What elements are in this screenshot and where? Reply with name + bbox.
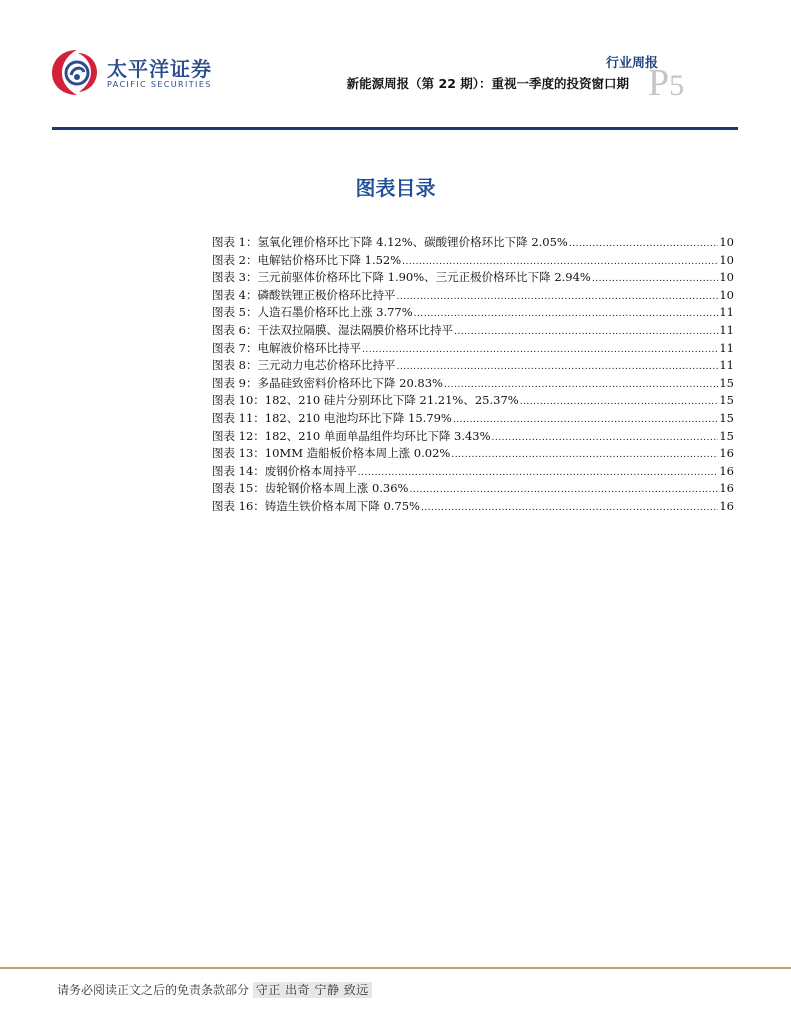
toc-item-label: 图表 15：齿轮钢价格本周上涨 0.36% xyxy=(212,481,409,496)
toc-dot-leader xyxy=(454,327,718,337)
toc-dot-leader xyxy=(362,345,718,355)
footer-disclaimer: 请务必阅读正文之后的免责条款部分 xyxy=(57,983,250,997)
toc-item[interactable] xyxy=(212,234,734,252)
page-number: 5 xyxy=(669,69,685,102)
toc-item-page: 10 xyxy=(719,235,734,249)
footer-divider xyxy=(0,967,791,969)
toc-dot-leader xyxy=(453,415,719,425)
toc-item-page: 10 xyxy=(719,270,734,285)
toc-item-label: 图表 9：多晶硅致密料价格环比下降 20.83% xyxy=(212,375,443,390)
toc-item[interactable] xyxy=(212,375,734,393)
header-divider xyxy=(52,127,738,130)
toc-item-page: 16 xyxy=(719,463,734,478)
toc-dot-leader xyxy=(592,274,719,284)
toc-item-page: 10 xyxy=(719,287,734,302)
toc-item[interactable] xyxy=(212,252,734,270)
toc-item-label: 图表 14：废钢价格本周持平 xyxy=(212,463,357,478)
toc-item-page: 15 xyxy=(719,410,734,425)
report-type: 行业周报 xyxy=(605,56,658,71)
toc-item-page: 15 xyxy=(719,428,734,443)
toc-item-page: 16 xyxy=(719,446,734,461)
toc-item[interactable] xyxy=(212,269,734,287)
toc-item[interactable] xyxy=(212,410,734,428)
table-of-figures xyxy=(212,234,734,516)
toc-item-label: 图表 13：10MM 造船板价格本周上涨 0.02% xyxy=(212,446,451,461)
page-number-label xyxy=(648,64,684,102)
toc-dot-leader xyxy=(520,397,719,407)
toc-item-label: 图表 7：电解液价格环比持平 xyxy=(212,340,361,355)
page-prefix: P xyxy=(648,62,670,104)
toc-item[interactable] xyxy=(212,340,734,358)
toc-dot-leader xyxy=(409,485,718,495)
toc-item[interactable] xyxy=(212,392,734,410)
toc-item-label: 图表 6：干法双拉隔膜、湿法隔膜价格环比持平 xyxy=(212,322,453,337)
toc-item-page: 15 xyxy=(719,393,734,408)
toc-item-label: 图表 4：磷酸铁锂正极价格环比持平 xyxy=(212,287,396,302)
toc-dot-leader xyxy=(444,380,718,390)
toc-dot-leader xyxy=(451,450,718,460)
toc-item-page: 16 xyxy=(719,498,734,513)
toc-item[interactable] xyxy=(212,287,734,305)
toc-item-label: 图表 3：三元前驱体价格环比下降 1.90%、三元正极价格环比下降 2.94% xyxy=(212,270,591,285)
toc-item-label: 图表 10：182、210 硅片分别环比下降 21.21%、25.37% xyxy=(212,393,519,408)
toc-item[interactable] xyxy=(212,445,734,463)
toc-item-label: 图表 1：氢氧化锂价格环比下降 4.12%、碳酸锂价格环比下降 2.05% xyxy=(212,235,568,249)
toc-item-label: 图表 16：铸造生铁价格本周下降 0.75% xyxy=(212,498,420,513)
report-title: 新能源周报（第 22 期）：重视一季度的投资窗口期 xyxy=(346,76,629,91)
toc-item-page: 11 xyxy=(719,322,734,337)
toc-dot-leader xyxy=(414,309,719,319)
toc-item[interactable] xyxy=(212,498,734,516)
toc-item-label: 图表 2：电解钴价格环比下降 1.52% xyxy=(212,252,402,267)
toc-item[interactable] xyxy=(212,357,734,375)
toc-item-page: 10 xyxy=(719,252,734,267)
logo-chinese-name: 太平洋证券 xyxy=(107,57,212,81)
toc-item-page: 16 xyxy=(719,481,734,496)
toc-item-page: 11 xyxy=(719,340,734,355)
toc-item-page: 11 xyxy=(719,305,734,320)
toc-item-label: 图表 5：人造石墨价格环比上涨 3.77% xyxy=(212,305,413,320)
toc-dot-leader xyxy=(421,503,718,513)
toc-title: 图表目录 xyxy=(355,176,436,200)
toc-item[interactable] xyxy=(212,304,734,322)
toc-dot-leader xyxy=(569,239,719,249)
toc-dot-leader xyxy=(358,468,719,478)
footer-motto: 守正 出奇 宁静 致远 xyxy=(253,982,372,998)
toc-dot-leader xyxy=(492,433,719,443)
footer xyxy=(57,981,372,998)
toc-item[interactable] xyxy=(212,322,734,340)
toc-dot-leader xyxy=(402,257,718,267)
toc-item-page: 15 xyxy=(719,375,734,390)
logo-english-name: PACIFIC SECURITIES xyxy=(107,80,212,89)
company-logo xyxy=(50,47,220,97)
toc-item[interactable] xyxy=(212,480,734,498)
toc-item-label: 图表 8：三元动力电芯价格环比持平 xyxy=(212,358,396,373)
toc-item-label: 图表 11：182、210 电池均环比下降 15.79% xyxy=(212,410,452,425)
toc-item-page: 11 xyxy=(719,358,734,373)
toc-item[interactable] xyxy=(212,463,734,481)
toc-item-label: 图表 12：182、210 单面单晶组件均环比下降 3.43% xyxy=(212,428,491,443)
pacific-securities-logo-icon xyxy=(50,47,104,97)
toc-dot-leader xyxy=(396,292,718,302)
toc-item[interactable] xyxy=(212,428,734,446)
toc-dot-leader xyxy=(396,362,718,372)
